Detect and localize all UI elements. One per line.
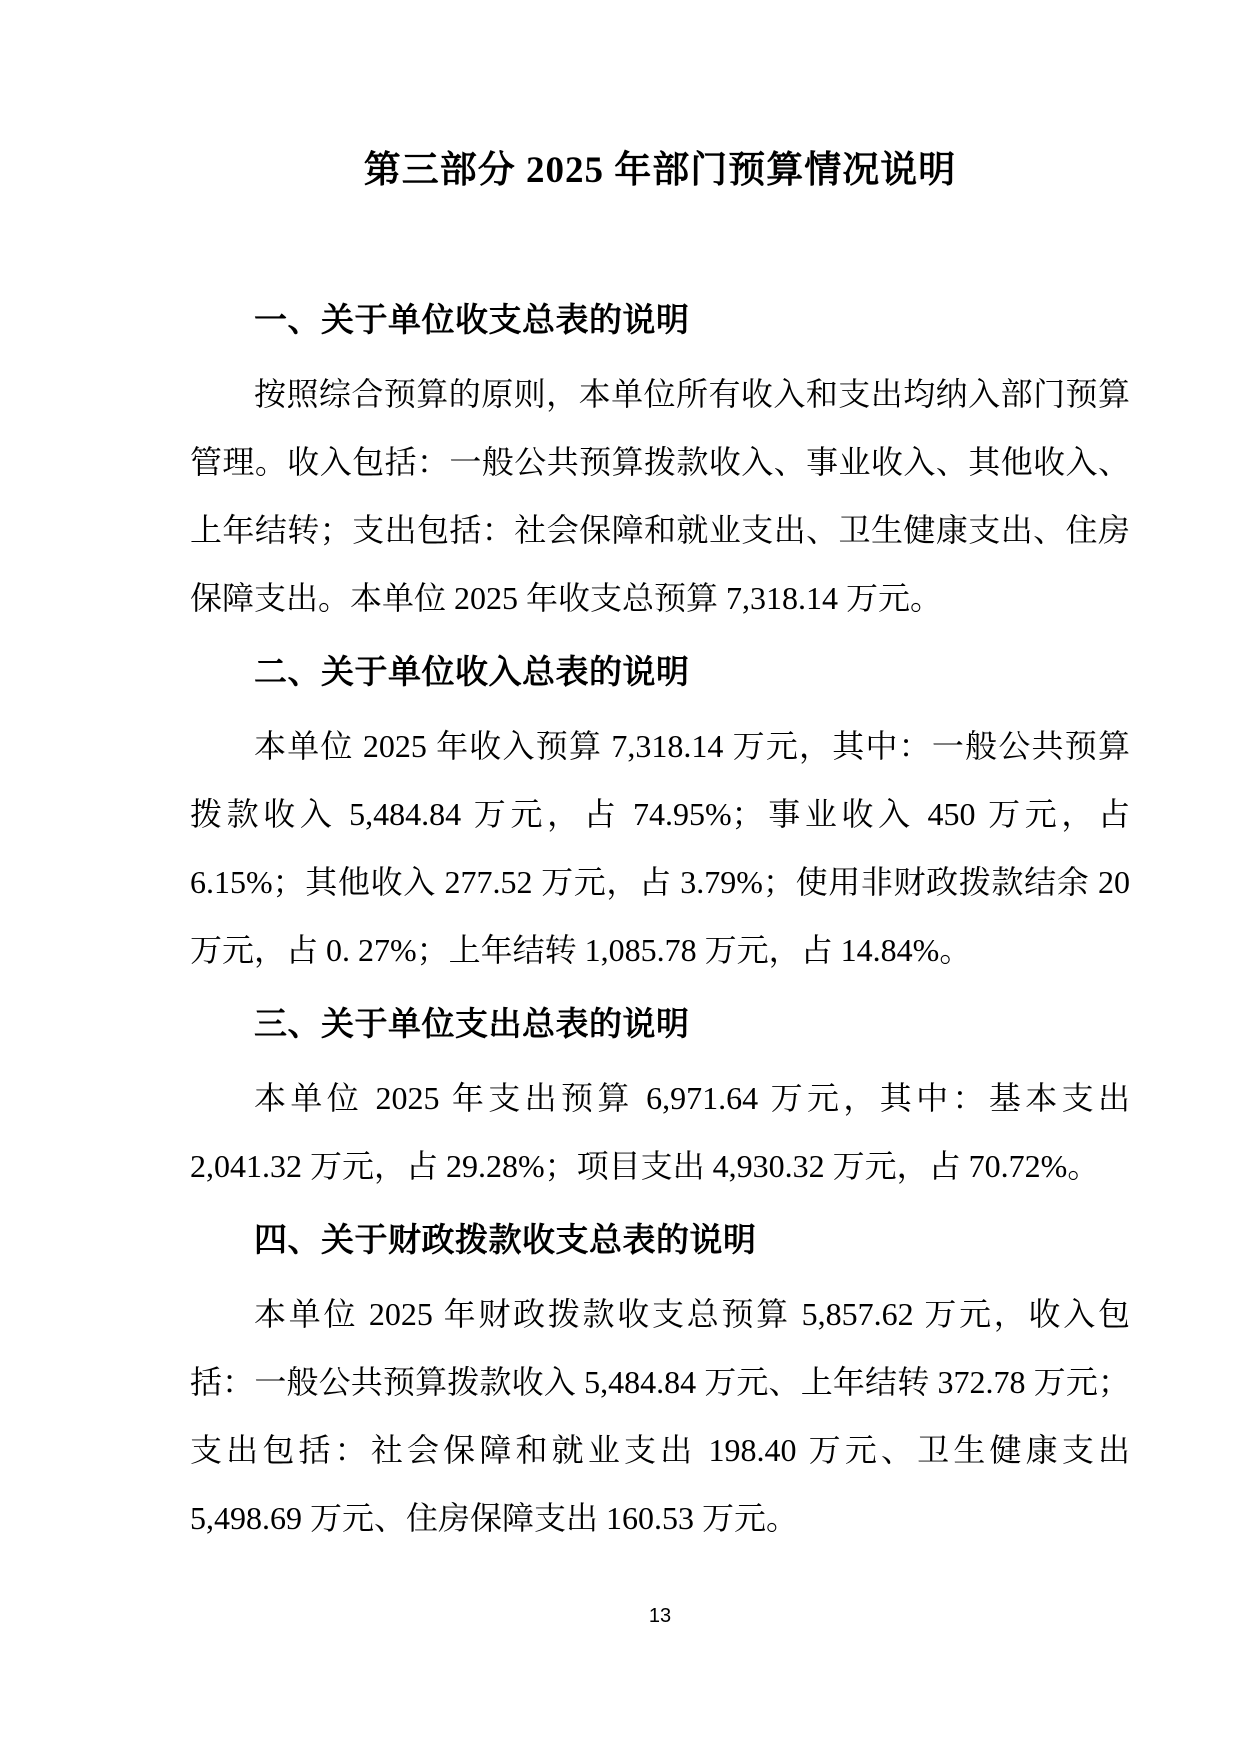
section-heading-1: 一、关于单位收支总表的说明: [254, 301, 690, 338]
section-income-summary: [190, 638, 1130, 984]
section-heading-4: 四、关于财政拨款收支总表的说明: [254, 1221, 757, 1258]
section-body-3: 本单位 2025 年支出预算 6,971.64 万元，其中：基本支出 2,041.32 万元，占 29.28%；项目支出 4,930.32 万元，占 70.72%。: [190, 1080, 1130, 1184]
section-body-1: 按照综合预算的原则，本单位所有收入和支出均纳入部门预算管理。收入包括：一般公共预算拨款收入、事业收入、其他收入、上年结转；支出包括：社会保障和就业支出、卫生健康支出、住房保障支出。本单位 2025 年收支总预算 7,318.14 万元。: [190, 376, 1130, 616]
section-fiscal-appropriation-summary: [190, 1206, 1130, 1552]
section-body-2: 本单位 2025 年收入预算 7,318.14 万元，其中：一般公共预算拨款收入 5,484.84 万元，占 74.95%；事业收入 450 万元，占 6.15%；其他收入 277.52 万元，占 3.79%；使用非财政拨款结余 20 万元，占 0. 27%；上年结转 1,085.78 万元，占 14.84%。: [190, 728, 1130, 968]
section-income-expenditure-summary: [190, 286, 1130, 632]
section-heading-3: 三、关于单位支出总表的说明: [254, 1005, 690, 1042]
document-title: 第三部分 2025 年部门预算情况说明: [363, 150, 957, 191]
page-number: 13: [648, 1605, 672, 1627]
section-body-4: 本单位 2025 年财政拨款收支总预算 5,857.62 万元，收入包括：一般公共预算拨款收入 5,484.84 万元、上年结转 372.78 万元；支出包括：社会保障和就业支出 198.40 万元、卫生健康支出 5,498.69 万元、住房保障支出 160.53 万元。: [190, 1296, 1130, 1536]
section-heading-2: 二、关于单位收入总表的说明: [254, 653, 690, 690]
section-expenditure-summary: [190, 990, 1130, 1200]
